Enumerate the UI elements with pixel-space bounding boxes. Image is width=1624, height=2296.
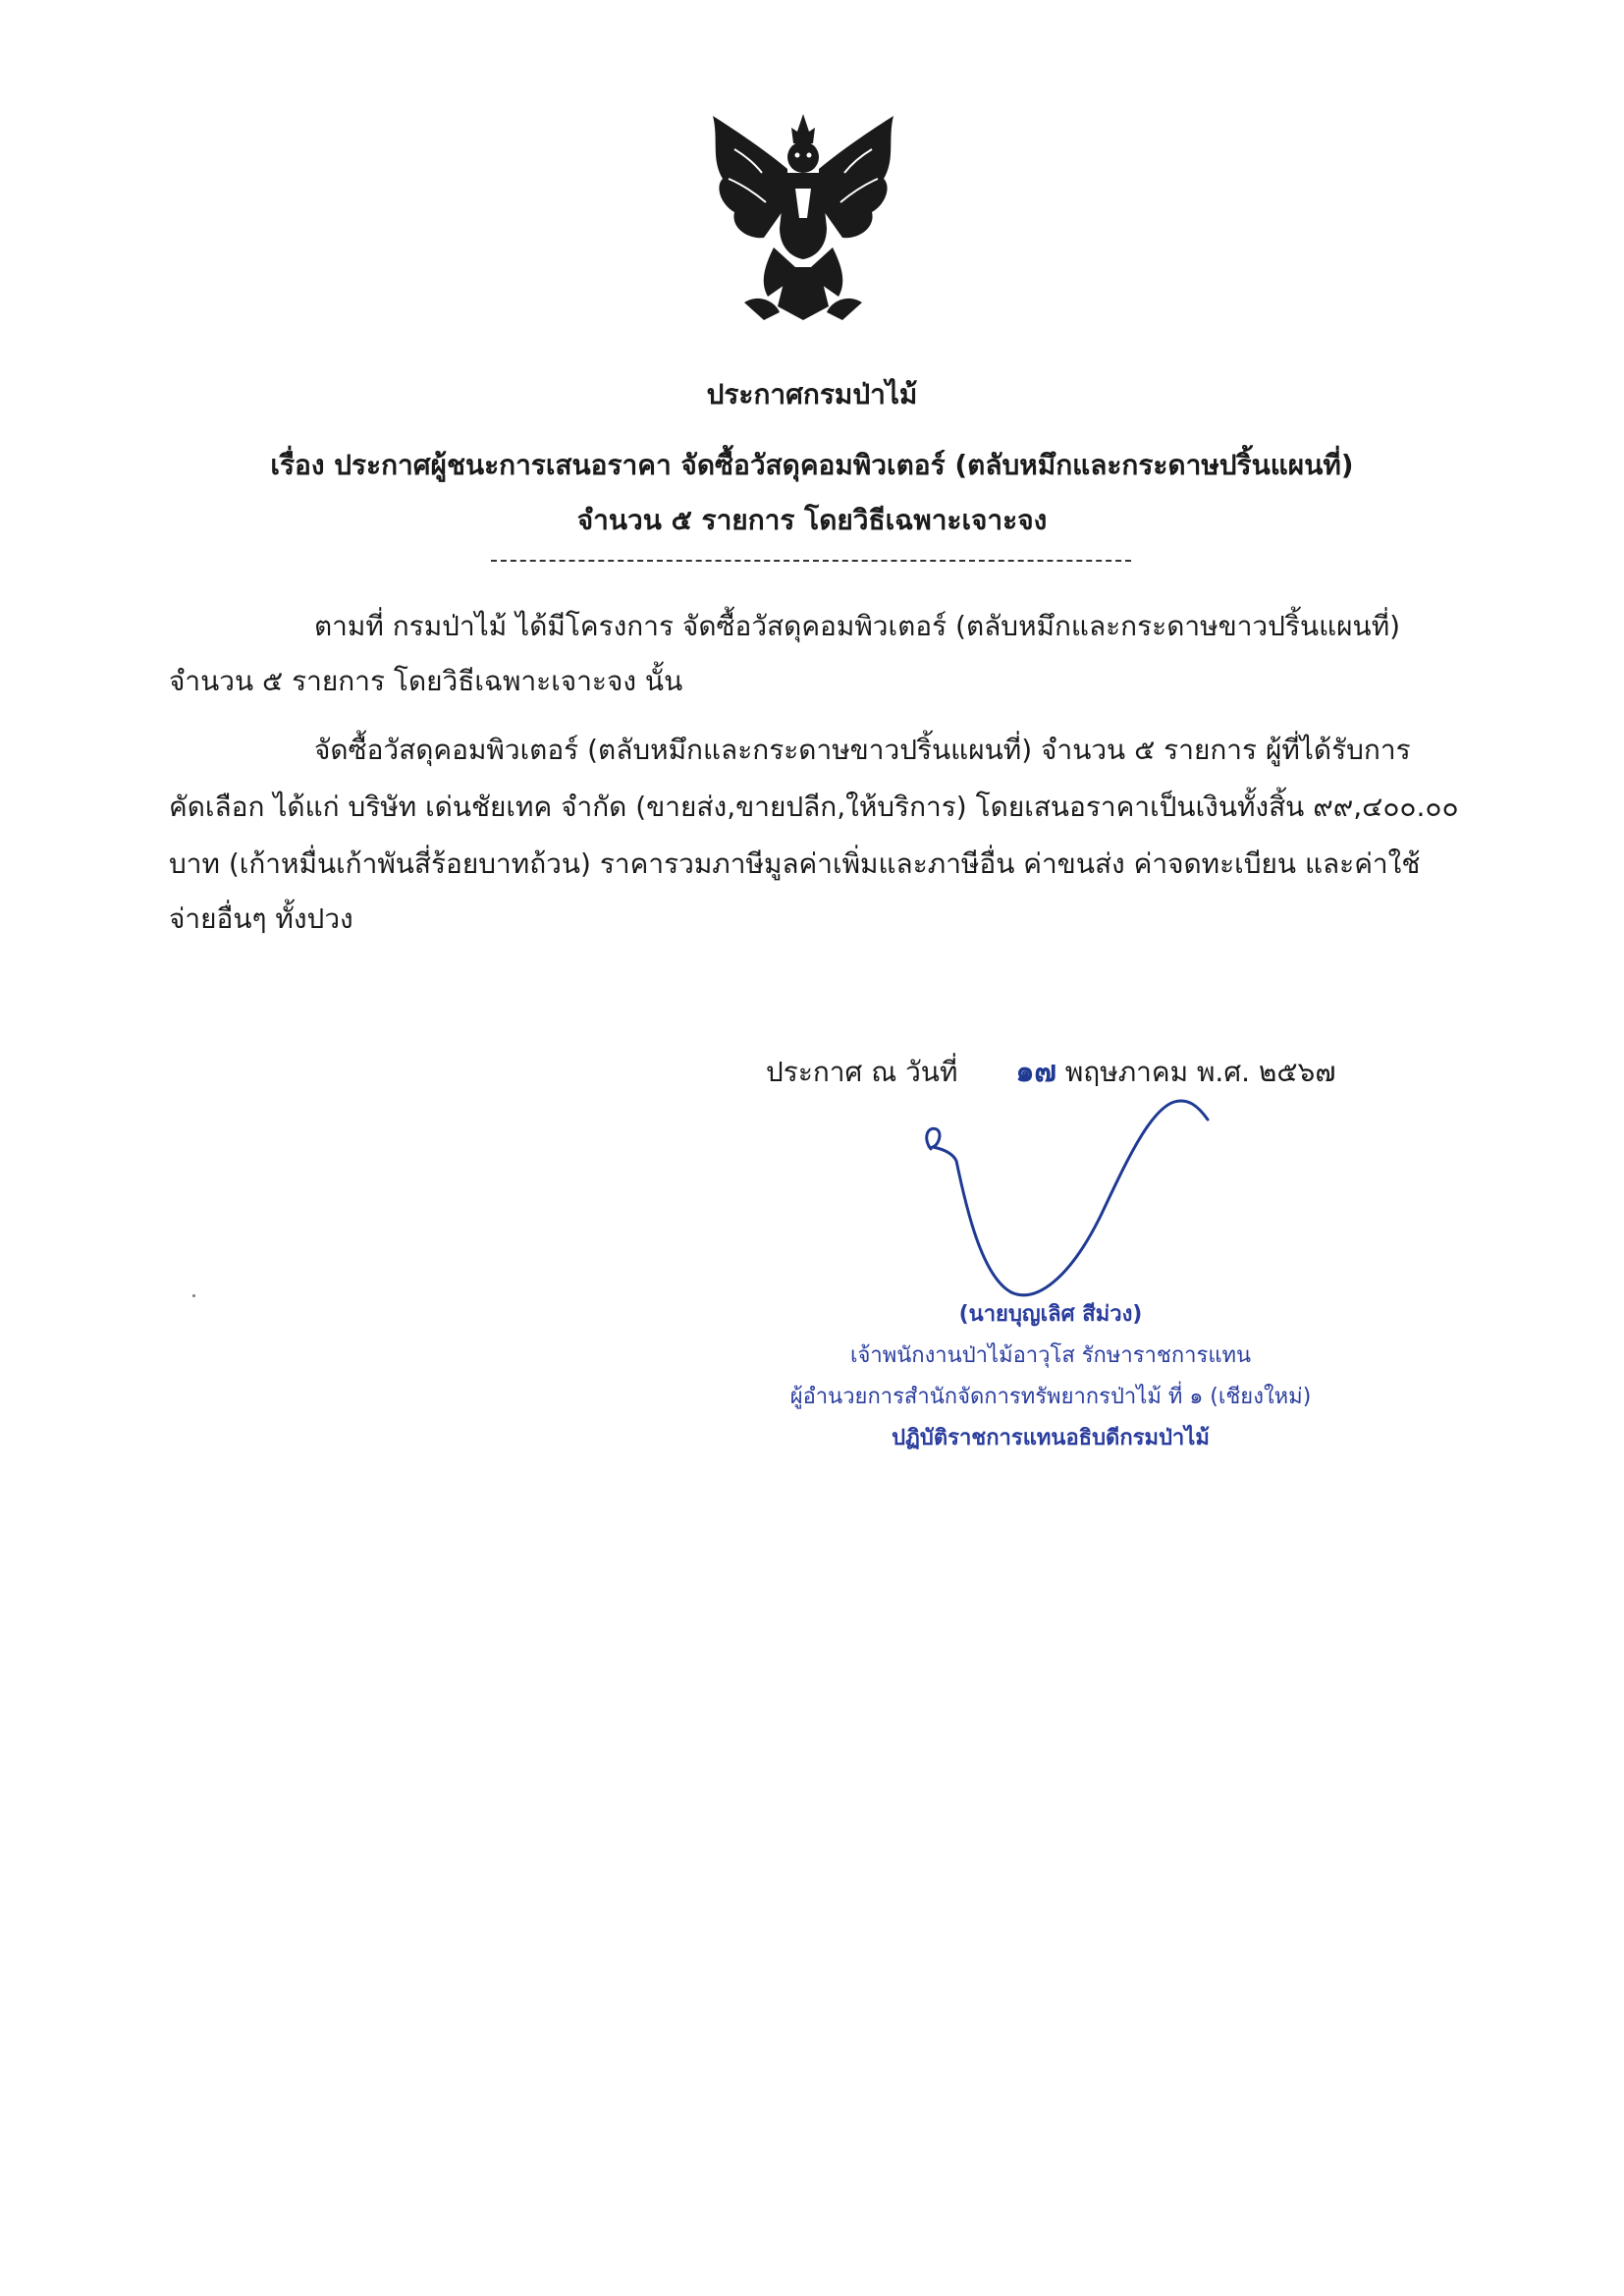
signatory-name: (นายบุญเลิศ สีม่วง): [958, 1302, 1143, 1327]
date-prefix: ประกาศ ณ วันที่: [766, 1056, 958, 1088]
date-month-year: พฤษภาคม พ.ศ. ๒๕๖๗: [1064, 1056, 1336, 1088]
document-subject: เรื่อง ประกาศผู้ชนะการเสนอราคา จัดซื้อวัสดุคอมพิวเตอร์ (ตลับหมึกและกระดาษปริ้นแผนที่): [270, 449, 1354, 481]
signatory-position-1: เจ้าพนักงานป่าไม้อาวุโส รักษาราชการแทน: [849, 1343, 1252, 1368]
paragraph-2-line-4: จ่ายอื่นๆ ทั้งปวง: [169, 902, 353, 935]
announcement-date: [766, 1049, 1335, 1095]
handwritten-signature-icon: [913, 1090, 1237, 1326]
date-day-handwritten: ๑๗: [1015, 1055, 1056, 1089]
paragraph-1-line-1: ตามที่ กรมป่าไม้ ได้มีโครงการ จัดซื้อวัสดุคอมพิวเตอร์ (ตลับหมึกและกระดาษขาวปริ้นแผนที่): [314, 610, 1401, 642]
paragraph-1-line-2: จำนวน ๕ รายการ โดยวิธีเฉพาะเจาะจง นั้น: [169, 665, 683, 697]
garuda-emblem-icon: [705, 110, 901, 322]
document-subject-line2: จำนวน ๕ รายการ โดยวิธีเฉพาะเจาะจง: [576, 504, 1048, 536]
signatory-position-2: ผู้อำนวยการสำนักจัดการทรัพยากรป่าไม้ ที่ ๑ (เชียงใหม่): [789, 1385, 1312, 1409]
document-title: ประกาศกรมป่าไม้: [706, 378, 918, 410]
scan-speck: [192, 1294, 195, 1297]
paragraph-2-line-2: คัดเลือก ได้แก่ บริษัท เด่นชัยเทค จำกัด (ขายส่ง,ขายปลีก,ให้บริการ) โดยเสนอราคาเป็นเงินทั้งสิ้น ๙๙,๔๐๐.๐๐: [169, 791, 1459, 823]
header-separator: [491, 560, 1131, 562]
paragraph-2-line-1: จัดซื้อวัสดุคอมพิวเตอร์ (ตลับหมึกและกระดาษขาวปริ้นแผนที่) จำนวน ๕ รายการ ผู้ที่ได้รับการ: [314, 734, 1411, 766]
paragraph-2-line-3: บาท (เก้าหมื่นเก้าพันสี่ร้อยบาทถ้วน) ราคารวมภาษีมูลค่าเพิ่มและภาษีอื่น ค่าขนส่ง ค่าจดทะเบียน และค่าใช้: [169, 847, 1421, 880]
signatory-position-3: ปฏิบัติราชการแทนอธิบดีกรมป่าไม้: [892, 1426, 1210, 1450]
